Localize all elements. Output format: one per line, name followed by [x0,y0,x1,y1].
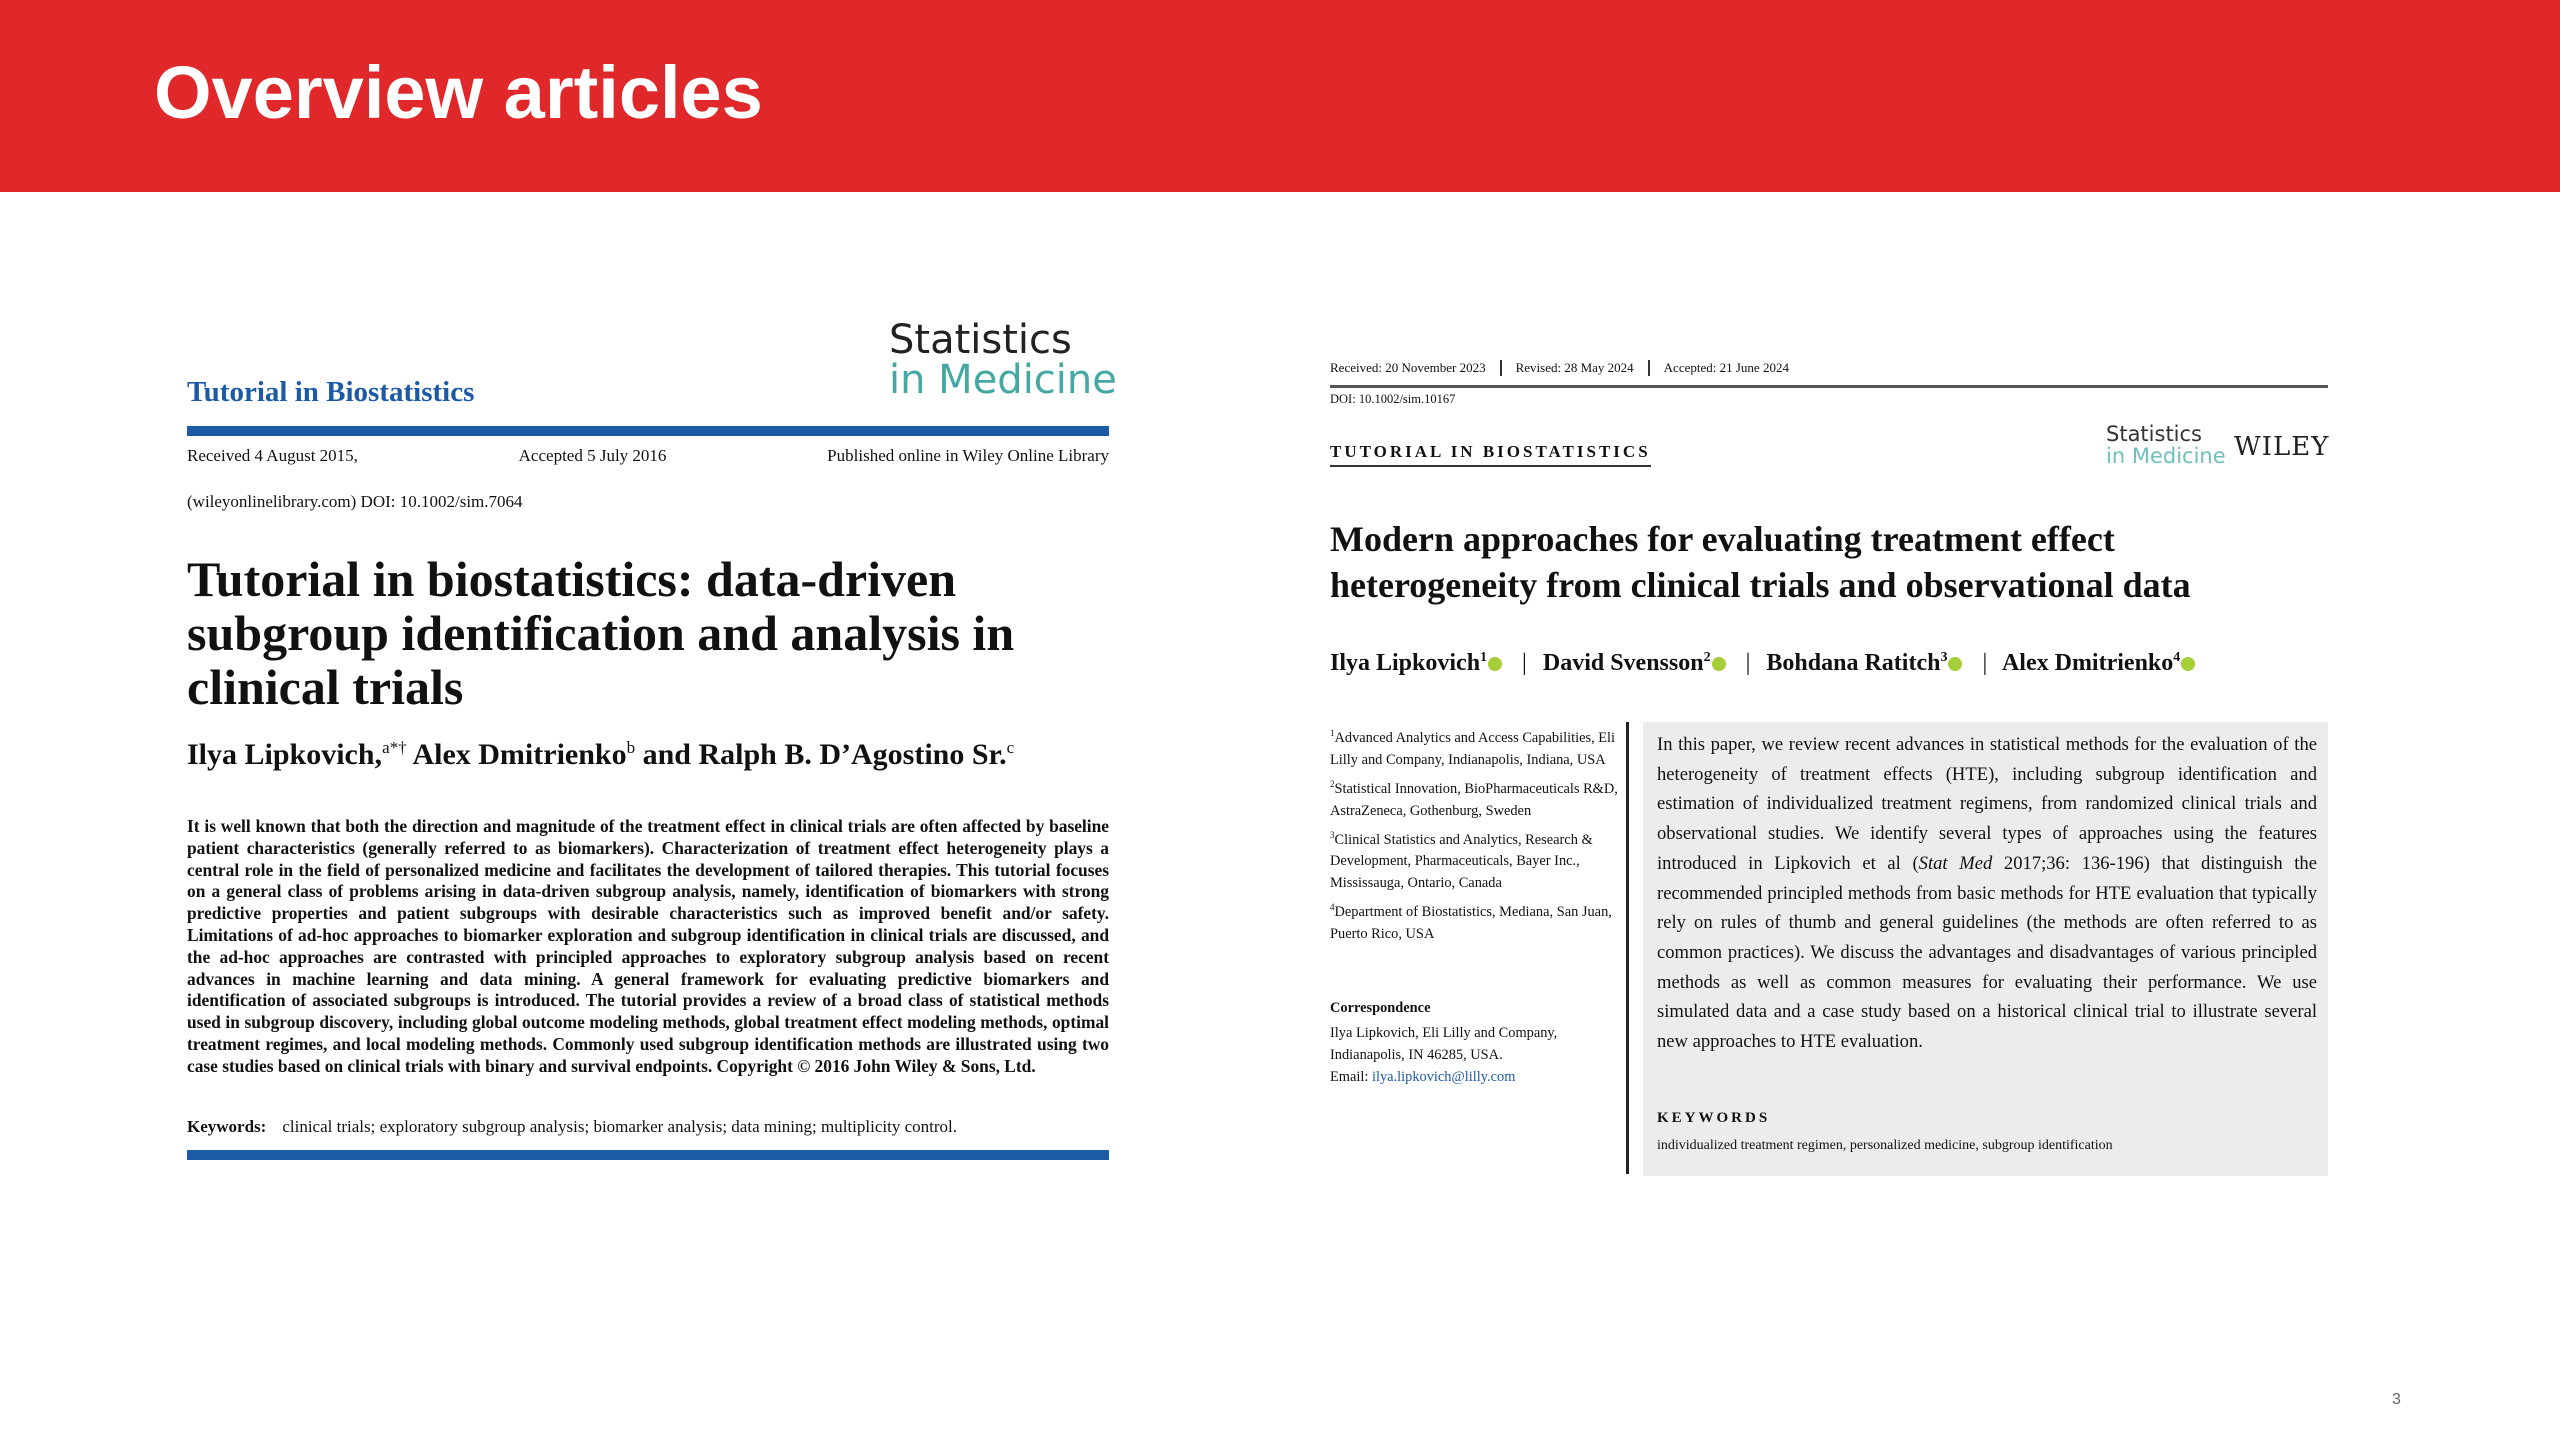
author-name: Ilya Lipkovich [1330,650,1481,676]
email-label: Email: [1330,1069,1372,1085]
article-1-keywords [187,1117,1109,1137]
journal-logo-line1: Statistics [889,317,1072,363]
article-2-series-label: TUTORIAL IN BIOSTATISTICS [1330,442,1651,467]
article-1-dates [187,446,1109,466]
article-1-abstract: It is well known that both the direction and magnitude of the treatment effect in clinical trials are often affected by baseline patient characteristics (generally referred to as biomarkers). Characterization of treatment effect heterogeneity plays a central role in the field of personalized medicine and facilitates the development of tailored therapies. This tutorial focuses on a general class of problems arising in data-driven subgroup analysis, namely, identification of biomarkers with strong predictive properties and patient subgroups with desirable characteristics such as improved benefit and/or safety. Limitations of ad-hoc approaches to biomarker exploration and subgroup identification in clinical trials are discussed, and the ad-hoc approaches are contrasted with principled approaches to exploratory subgroup analysis based on recent advances in machine learning and data mining. A general framework for evaluating predictive biomarkers and identification of associated subgroups is introduced. The tutorial provides a review of a broad class of statistical methods used in subgroup discovery, including global outcome modeling methods, global treatment effect modeling methods, optimal treatment regimes, and local modeling methods. Commonly used subgroup identification methods are illustrated using two case studies based on clinical trials with binary and survival endpoints. Copyright © 2016 John Wiley & Sons, Ltd. [187,816,1109,1076]
affiliation-sup: 1 [1330,728,1335,738]
author-sup: b [626,738,636,757]
publisher-logo: WILEY [2234,432,2330,462]
article-2-header-rule [1330,385,2328,388]
article-2-journal-logo [2106,423,2226,467]
orcid-icon[interactable] [2181,657,2195,671]
affiliation-text: Statistical Innovation, BioPharmaceuticals R&D, AstraZeneca, Gothenburg, Sweden [1330,780,1618,819]
author-name: Bohdana Ratitch [1766,650,1941,676]
email-link[interactable]: ilya.lipkovich@lilly.com [1371,1069,1516,1085]
article-2-received: Received: 20 November 2023 [1330,360,1502,376]
keywords-text: individualized treatment regimen, personalized medicine, subgroup identification [1657,1138,2113,1153]
author-sup: 4 [2173,650,2181,665]
author-name: Ilya Lipkovich, [187,738,383,771]
author-sup: a*† [382,738,407,757]
author-sup: 1 [1480,650,1488,665]
author-separator: | [1745,650,1751,676]
slide-number: 3 [2392,1391,2401,1408]
author-name: David Svensson [1542,650,1704,676]
article-2-abstract-box [1643,722,2328,1176]
abstract-text: 2017;36: 136-196) that distinguish the recommended principled methods from basic methods for HTE evaluation that typically rely on rules of thumb and general guidelines (the methods are often referred to as common practices). We discuss the advantages and disadvantages of various principled methods as well as common measures for evaluating their performance. We use simulated data and a case study based on a historical clinical trial to illustrate several new approaches to HTE evaluation. [1657,852,2317,1053]
article-1-authors [187,738,1014,772]
article-1-accepted: Accepted 5 July 2016 [518,446,667,465]
abstract-text: In this paper, we review recent advances in statistical methods for the evaluation of the heterogeneity of treatment effects (HTE), including subgroup identification and estimation of individualized treatment regimens, from randomized clinical trials and observational studies. We identify several types of approaches using the features introduced in Lipkovich et al ( [1657,734,2317,874]
author-separator: | [1522,650,1527,676]
article-2-abstract [1657,730,2317,1057]
affiliation [1330,722,1620,771]
correspondence-address: Ilya Lipkovich, Eli Lilly and Company, Indianapolis, IN 46285, USA. [1330,1025,1558,1063]
slide-title: Overview articles [154,51,763,134]
affiliation [1330,773,1620,822]
keywords-label: Keywords: [187,1117,267,1136]
article-2-authors [1330,650,2199,677]
article-1-doi: (wileyonlinelibrary.com) DOI: 10.1002/sim.7064 [187,492,523,511]
author-sup: c [1006,738,1015,757]
affiliation-sup: 3 [1330,829,1335,840]
affiliation [1330,896,1620,945]
article-1-received: Received 4 August 2015, [187,446,358,465]
author-name: and Ralph B. D’Agostino Sr. [635,738,1007,771]
affiliation-text: Department of Biostatistics, Mediana, San Juan, Puerto Rico, USA [1330,904,1612,943]
orcid-icon[interactable] [1948,657,1962,671]
author-separator: | [1982,650,1988,676]
article-1-series-label: Tutorial in Biostatistics [187,376,475,408]
affiliation-text: Advanced Analytics and Access Capabilities, Eli Lilly and Company, Indianapolis, Indiana, USA [1330,729,1616,768]
article-2-dates [1330,360,1803,376]
author-sup: 3 [1940,650,1948,665]
author-name: Alex Dmitrienko [2001,650,2174,676]
article-1-title: Tutorial in biostatistics: data-driven subgroup identification and analysis in clinical trials [187,551,1015,715]
article-2-title: Modern approaches for evaluating treatment effect heterogeneity from clinical trials and observational data [1330,519,2191,605]
article-2-accepted: Accepted: 21 June 2024 [1663,360,1789,375]
article-2-revised: Revised: 28 May 2024 [1502,360,1650,376]
article-2-doi: DOI: 10.1002/sim.10167 [1330,392,1456,406]
article-1-bottom-rule [187,1150,1109,1160]
affiliation-text: Clinical Statistics and Analytics, Research & Development, Pharmaceuticals, Bayer Inc., Mississauga, Ontario, Canada [1330,831,1593,892]
article-1-published: Published online in Wiley Online Library [827,446,1109,465]
journal-logo-line2: in Medicine [2106,444,2226,468]
orcid-icon[interactable] [1712,657,1726,671]
author-name: Alex Dmitrienko [406,738,627,771]
column-divider [1626,722,1629,1174]
title-banner [0,0,2560,192]
correspondence [1330,1022,1620,1088]
keywords-heading: KEYWORDS [1657,1110,1771,1126]
journal-logo-line2: in Medicine [889,357,1117,403]
article-2-affiliations [1330,722,1620,947]
correspondence-heading: Correspondence [1330,1000,1431,1016]
journal-logo-line1: Statistics [2106,422,2202,446]
orcid-icon[interactable] [1488,657,1502,671]
affiliation [1330,824,1620,895]
keywords-text: clinical trials; exploratory subgroup analysis; biomarker analysis; data mining; multiplicity control. [282,1117,957,1136]
article-1-journal-logo [889,317,1117,403]
affiliation-sup: 2 [1330,778,1335,789]
author-sup: 2 [1703,650,1711,665]
affiliation-sup: 4 [1330,902,1335,913]
article-1-top-rule [187,426,1109,436]
abstract-citation: Stat Med [1918,852,1993,874]
